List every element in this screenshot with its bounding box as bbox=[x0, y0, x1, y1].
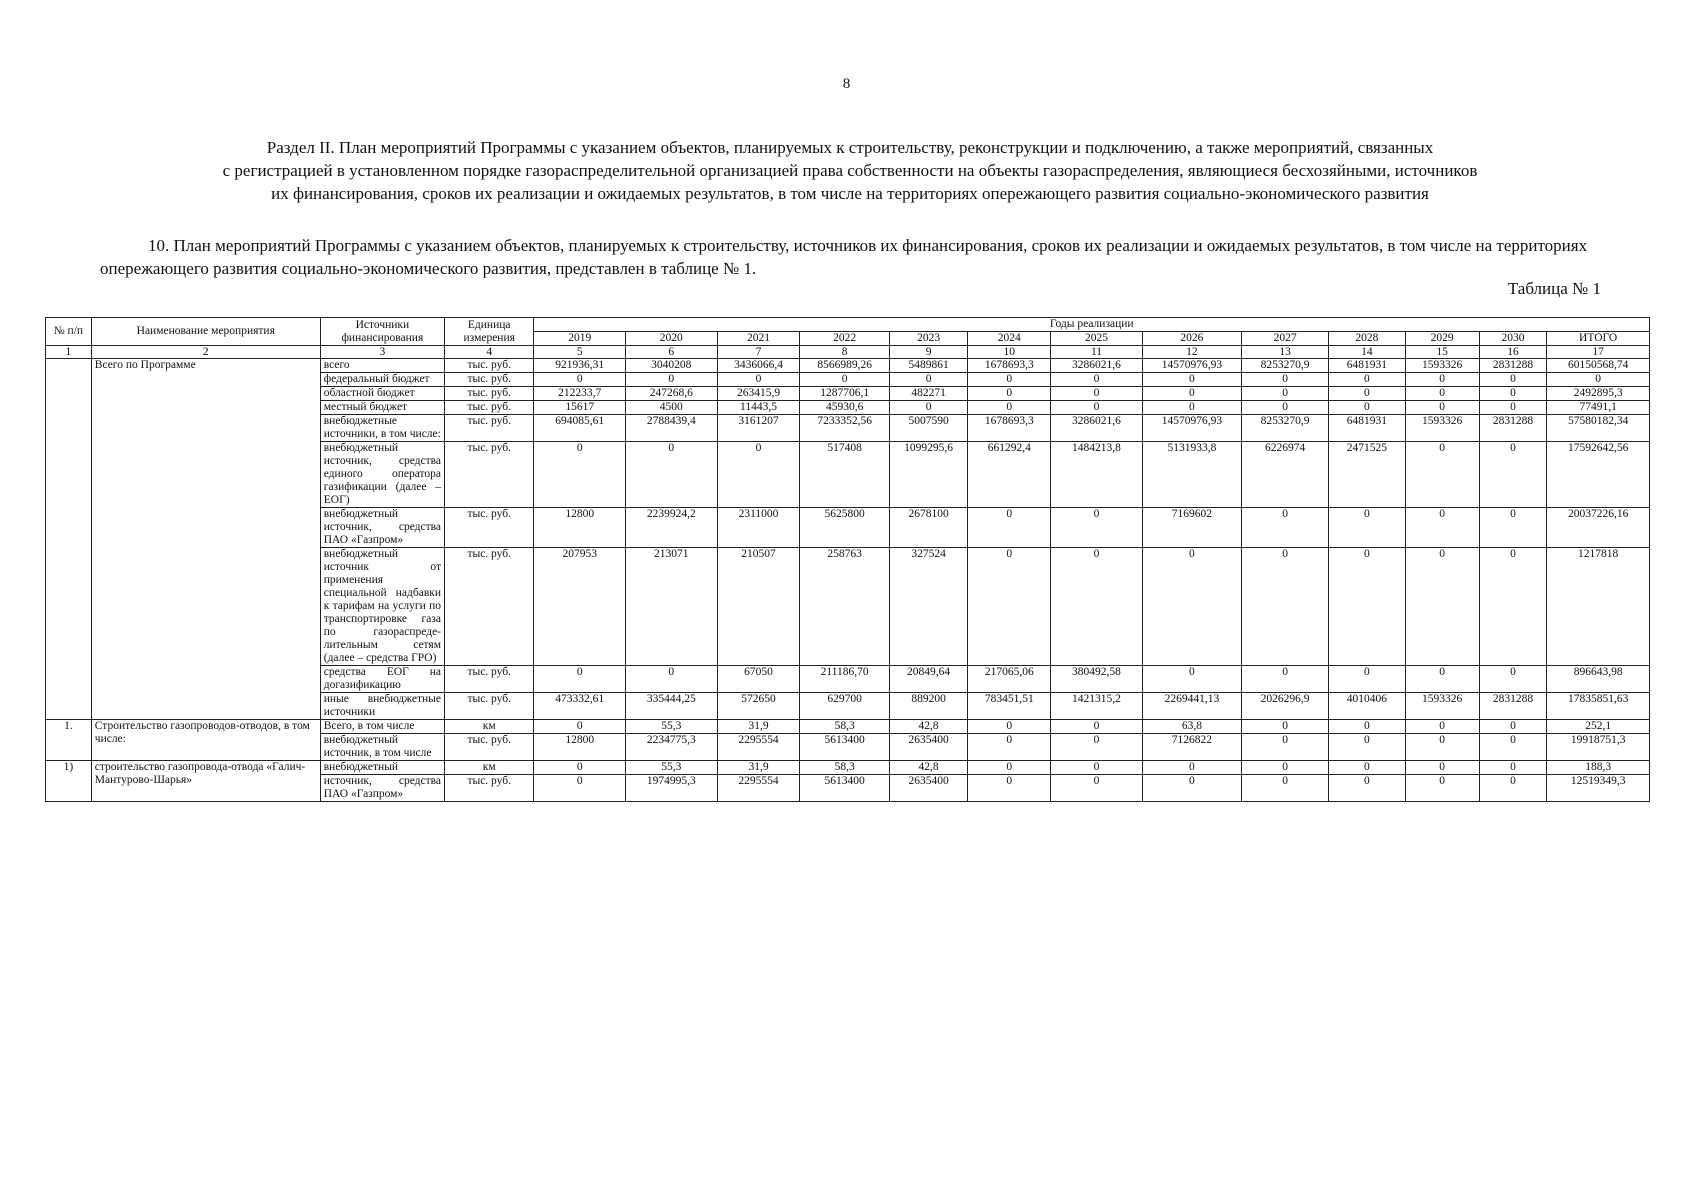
value-cell: 2295554 bbox=[717, 775, 800, 802]
unit: тыс. руб. bbox=[445, 775, 534, 802]
header-year: 2021 bbox=[717, 332, 800, 346]
value-cell: 17592642,56 bbox=[1547, 442, 1650, 508]
funding-source: внебюджетный источник, в том числе bbox=[320, 734, 444, 761]
funding-source: внебюджетный источник от применения специальной надбавки к тарифам на услуги по транспортировке газа по газораспреде-лительным сетям (далее – средства ГРО) bbox=[320, 548, 444, 666]
unit: тыс. руб. bbox=[445, 387, 534, 401]
value-cell: 0 bbox=[889, 401, 968, 415]
value-cell: 188,3 bbox=[1547, 761, 1650, 775]
value-cell: 6481931 bbox=[1329, 359, 1405, 373]
header-year: 2019 bbox=[534, 332, 626, 346]
value-cell: 0 bbox=[1405, 666, 1479, 693]
value-cell: 0 bbox=[1329, 761, 1405, 775]
value-cell: 0 bbox=[1405, 548, 1479, 666]
value-cell: 8253270,9 bbox=[1242, 415, 1329, 442]
value-cell: 58,3 bbox=[800, 720, 889, 734]
value-cell: 0 bbox=[1405, 720, 1479, 734]
funding-source: местный бюджет bbox=[320, 401, 444, 415]
value-cell: 2234775,3 bbox=[626, 734, 718, 761]
column-index: 5 bbox=[534, 346, 626, 359]
value-cell: 0 bbox=[534, 442, 626, 508]
value-cell: 0 bbox=[1242, 720, 1329, 734]
value-cell: 0 bbox=[1479, 401, 1547, 415]
value-cell: 0 bbox=[1242, 775, 1329, 802]
value-cell: 0 bbox=[1242, 666, 1329, 693]
value-cell: 0 bbox=[1142, 548, 1241, 666]
value-cell: 3286021,6 bbox=[1051, 359, 1143, 373]
page-number: 8 bbox=[842, 76, 851, 92]
column-index: 11 bbox=[1051, 346, 1143, 359]
value-cell: 0 bbox=[1142, 401, 1241, 415]
value-cell: 55,3 bbox=[626, 720, 718, 734]
column-index: 9 bbox=[889, 346, 968, 359]
value-cell: 3161207 bbox=[717, 415, 800, 442]
value-cell: 0 bbox=[1242, 508, 1329, 548]
value-cell: 5489861 bbox=[889, 359, 968, 373]
column-index-row bbox=[46, 346, 1650, 359]
value-cell: 0 bbox=[1242, 548, 1329, 666]
table-row bbox=[46, 359, 1650, 373]
value-cell: 4500 bbox=[626, 401, 718, 415]
funding-source: иные внебюджетные источники bbox=[320, 693, 444, 720]
funding-source: внебюджетные источники, в том числе: bbox=[320, 415, 444, 442]
unit: тыс. руб. bbox=[445, 508, 534, 548]
paragraph-10: 10. План мероприятий Программы с указанием объектов, планируемых к строительству, источников их финансирования, сроков их реализации и ожидаемых результатов, в том числе на территориях опережающего развития социально-экономического развития, представлен в таблице № 1. bbox=[100, 236, 1588, 278]
value-cell: 482271 bbox=[889, 387, 968, 401]
value-cell: 1593326 bbox=[1405, 693, 1479, 720]
value-cell: 517408 bbox=[800, 442, 889, 508]
value-cell: 213071 bbox=[626, 548, 718, 666]
value-cell: 0 bbox=[1405, 775, 1479, 802]
value-cell: 12800 bbox=[534, 508, 626, 548]
value-cell: 0 bbox=[1329, 401, 1405, 415]
value-cell: 1484213,8 bbox=[1051, 442, 1143, 508]
funding-source: федеральный бюджет bbox=[320, 373, 444, 387]
value-cell: 2635400 bbox=[889, 734, 968, 761]
value-cell: 0 bbox=[1051, 508, 1143, 548]
value-cell: 211186,70 bbox=[800, 666, 889, 693]
value-cell: 2239924,2 bbox=[626, 508, 718, 548]
funding-source: всего bbox=[320, 359, 444, 373]
value-cell: 217065,06 bbox=[968, 666, 1051, 693]
value-cell: 212233,7 bbox=[534, 387, 626, 401]
value-cell: 0 bbox=[626, 442, 718, 508]
value-cell: 0 bbox=[968, 720, 1051, 734]
value-cell: 2831288 bbox=[1479, 693, 1547, 720]
value-cell: 7126822 bbox=[1142, 734, 1241, 761]
value-cell: 629700 bbox=[800, 693, 889, 720]
value-cell: 0 bbox=[1051, 401, 1143, 415]
value-cell: 0 bbox=[1051, 761, 1143, 775]
value-cell: 0 bbox=[1142, 373, 1241, 387]
column-index: 13 bbox=[1242, 346, 1329, 359]
value-cell: 55,3 bbox=[626, 761, 718, 775]
value-cell: 0 bbox=[1242, 734, 1329, 761]
value-cell: 0 bbox=[1479, 373, 1547, 387]
value-cell: 19918751,3 bbox=[1547, 734, 1650, 761]
value-cell: 0 bbox=[534, 666, 626, 693]
heading-line: их финансирования, сроков их реализации и ожидаемых результатов, в том числе на территориях опережающего развития социально-экономического развития bbox=[271, 184, 1429, 203]
value-cell: 335444,25 bbox=[626, 693, 718, 720]
value-cell: 0 bbox=[1479, 720, 1547, 734]
value-cell: 1593326 bbox=[1405, 359, 1479, 373]
value-cell: 1678693,3 bbox=[968, 359, 1051, 373]
unit: тыс. руб. bbox=[445, 415, 534, 442]
value-cell: 258763 bbox=[800, 548, 889, 666]
value-cell: 12519349,3 bbox=[1547, 775, 1650, 802]
value-cell: 0 bbox=[1242, 387, 1329, 401]
value-cell: 1974995,3 bbox=[626, 775, 718, 802]
value-cell: 0 bbox=[717, 442, 800, 508]
value-cell: 694085,61 bbox=[534, 415, 626, 442]
funding-source: средства ЕОГ на догазификацию bbox=[320, 666, 444, 693]
column-index: 3 bbox=[320, 346, 444, 359]
value-cell: 20037226,16 bbox=[1547, 508, 1650, 548]
value-cell: 77491,1 bbox=[1547, 401, 1650, 415]
value-cell: 0 bbox=[1405, 373, 1479, 387]
column-index: 2 bbox=[91, 346, 320, 359]
unit: тыс. руб. bbox=[445, 442, 534, 508]
value-cell: 3286021,6 bbox=[1051, 415, 1143, 442]
value-cell: 0 bbox=[1405, 761, 1479, 775]
unit: тыс. руб. bbox=[445, 693, 534, 720]
value-cell: 1099295,6 bbox=[889, 442, 968, 508]
value-cell: 0 bbox=[534, 720, 626, 734]
value-cell: 17835851,63 bbox=[1547, 693, 1650, 720]
value-cell: 0 bbox=[1479, 508, 1547, 548]
value-cell: 0 bbox=[1479, 734, 1547, 761]
value-cell: 2471525 bbox=[1329, 442, 1405, 508]
value-cell: 2788439,4 bbox=[626, 415, 718, 442]
value-cell: 57580182,34 bbox=[1547, 415, 1650, 442]
row-number: 1) bbox=[46, 761, 92, 802]
table-container bbox=[45, 317, 1650, 802]
value-cell: 0 bbox=[968, 508, 1051, 548]
plan-table bbox=[45, 317, 1650, 802]
header-year: 2027 bbox=[1242, 332, 1329, 346]
value-cell: 0 bbox=[1242, 401, 1329, 415]
value-cell: 1421315,2 bbox=[1051, 693, 1143, 720]
value-cell: 0 bbox=[1479, 775, 1547, 802]
table-caption: Таблица № 1 bbox=[1507, 279, 1601, 298]
value-cell: 8253270,9 bbox=[1242, 359, 1329, 373]
value-cell: 263415,9 bbox=[717, 387, 800, 401]
funding-source: областной бюджет bbox=[320, 387, 444, 401]
value-cell: 0 bbox=[1051, 548, 1143, 666]
value-cell: 0 bbox=[800, 373, 889, 387]
column-index: 1 bbox=[46, 346, 92, 359]
header-unit: Единица измерения bbox=[445, 318, 534, 346]
value-cell: 5007590 bbox=[889, 415, 968, 442]
value-cell: 327524 bbox=[889, 548, 968, 666]
value-cell: 67050 bbox=[717, 666, 800, 693]
value-cell: 0 bbox=[1479, 548, 1547, 666]
value-cell: 0 bbox=[1329, 373, 1405, 387]
unit: тыс. руб. bbox=[445, 359, 534, 373]
value-cell: 0 bbox=[1142, 666, 1241, 693]
value-cell: 0 bbox=[1142, 387, 1241, 401]
value-cell: 0 bbox=[1405, 401, 1479, 415]
value-cell: 0 bbox=[1329, 720, 1405, 734]
value-cell: 5613400 bbox=[800, 775, 889, 802]
value-cell: 921936,31 bbox=[534, 359, 626, 373]
header-years-group: Годы реализации bbox=[534, 318, 1650, 332]
value-cell: 0 bbox=[1242, 761, 1329, 775]
value-cell: 0 bbox=[1329, 775, 1405, 802]
value-cell: 31,9 bbox=[717, 761, 800, 775]
header-num: № п/п bbox=[46, 318, 92, 346]
value-cell: 0 bbox=[1051, 373, 1143, 387]
value-cell: 380492,58 bbox=[1051, 666, 1143, 693]
header-year: 2028 bbox=[1329, 332, 1405, 346]
value-cell: 0 bbox=[1405, 387, 1479, 401]
value-cell: 783451,51 bbox=[968, 693, 1051, 720]
value-cell: 0 bbox=[1405, 734, 1479, 761]
column-index: 8 bbox=[800, 346, 889, 359]
value-cell: 0 bbox=[1051, 387, 1143, 401]
value-cell: 0 bbox=[968, 548, 1051, 666]
header-row bbox=[46, 318, 1650, 332]
column-index: 7 bbox=[717, 346, 800, 359]
value-cell: 0 bbox=[534, 373, 626, 387]
value-cell: 3436066,4 bbox=[717, 359, 800, 373]
value-cell: 0 bbox=[1142, 761, 1241, 775]
value-cell: 2295554 bbox=[717, 734, 800, 761]
header-year: ИТОГО bbox=[1547, 332, 1650, 346]
value-cell: 896643,98 bbox=[1547, 666, 1650, 693]
value-cell: 210507 bbox=[717, 548, 800, 666]
value-cell: 58,3 bbox=[800, 761, 889, 775]
funding-source: внебюджетный bbox=[320, 761, 444, 775]
unit: тыс. руб. bbox=[445, 373, 534, 387]
value-cell: 0 bbox=[968, 775, 1051, 802]
value-cell: 0 bbox=[534, 761, 626, 775]
value-cell: 7233352,56 bbox=[800, 415, 889, 442]
value-cell: 14570976,93 bbox=[1142, 415, 1241, 442]
value-cell: 0 bbox=[1547, 373, 1650, 387]
value-cell: 0 bbox=[1479, 666, 1547, 693]
header-year: 2025 bbox=[1051, 332, 1143, 346]
value-cell: 3040208 bbox=[626, 359, 718, 373]
funding-source: источник, средства ПАО «Газпром» bbox=[320, 775, 444, 802]
value-cell: 2269441,13 bbox=[1142, 693, 1241, 720]
value-cell: 1217818 bbox=[1547, 548, 1650, 666]
value-cell: 7169602 bbox=[1142, 508, 1241, 548]
value-cell: 6226974 bbox=[1242, 442, 1329, 508]
value-cell: 2831288 bbox=[1479, 415, 1547, 442]
value-cell: 1287706,1 bbox=[800, 387, 889, 401]
value-cell: 2026296,9 bbox=[1242, 693, 1329, 720]
funding-source: внебюджетный источник, средства ПАО «Газпром» bbox=[320, 508, 444, 548]
value-cell: 473332,61 bbox=[534, 693, 626, 720]
value-cell: 60150568,74 bbox=[1547, 359, 1650, 373]
value-cell: 252,1 bbox=[1547, 720, 1650, 734]
value-cell: 0 bbox=[1405, 508, 1479, 548]
value-cell: 0 bbox=[1329, 548, 1405, 666]
value-cell: 0 bbox=[968, 761, 1051, 775]
row-number bbox=[46, 359, 92, 720]
value-cell: 8566989,26 bbox=[800, 359, 889, 373]
funding-source: Всего, в том числе bbox=[320, 720, 444, 734]
value-cell: 42,8 bbox=[889, 761, 968, 775]
heading-line: Раздел II. План мероприятий Программы с указанием объектов, планируемых к строительству, реконструкции и подключению, а также мероприятий, связанных bbox=[266, 138, 1434, 157]
unit: тыс. руб. bbox=[445, 548, 534, 666]
value-cell: 0 bbox=[1142, 775, 1241, 802]
value-cell: 0 bbox=[534, 775, 626, 802]
value-cell: 4010406 bbox=[1329, 693, 1405, 720]
header-year: 2020 bbox=[626, 332, 718, 346]
value-cell: 1678693,3 bbox=[968, 415, 1051, 442]
value-cell: 42,8 bbox=[889, 720, 968, 734]
value-cell: 0 bbox=[1329, 666, 1405, 693]
value-cell: 45930,6 bbox=[800, 401, 889, 415]
value-cell: 0 bbox=[1242, 373, 1329, 387]
value-cell: 0 bbox=[626, 666, 718, 693]
table-row bbox=[46, 761, 1650, 775]
column-index: 10 bbox=[968, 346, 1051, 359]
column-index: 6 bbox=[626, 346, 718, 359]
value-cell: 0 bbox=[1405, 442, 1479, 508]
value-cell: 1593326 bbox=[1405, 415, 1479, 442]
header-year: 2023 bbox=[889, 332, 968, 346]
value-cell: 0 bbox=[717, 373, 800, 387]
value-cell: 0 bbox=[1329, 387, 1405, 401]
column-index: 4 bbox=[445, 346, 534, 359]
header-year: 2030 bbox=[1479, 332, 1547, 346]
value-cell: 31,9 bbox=[717, 720, 800, 734]
column-index: 12 bbox=[1142, 346, 1241, 359]
column-index: 14 bbox=[1329, 346, 1405, 359]
value-cell: 0 bbox=[968, 401, 1051, 415]
value-cell: 11443,5 bbox=[717, 401, 800, 415]
value-cell: 14570976,93 bbox=[1142, 359, 1241, 373]
value-cell: 63,8 bbox=[1142, 720, 1241, 734]
value-cell: 0 bbox=[1051, 720, 1143, 734]
value-cell: 0 bbox=[1479, 442, 1547, 508]
value-cell: 0 bbox=[1479, 387, 1547, 401]
unit: км bbox=[445, 761, 534, 775]
value-cell: 0 bbox=[1051, 734, 1143, 761]
value-cell: 5625800 bbox=[800, 508, 889, 548]
header-year: 2024 bbox=[968, 332, 1051, 346]
value-cell: 5613400 bbox=[800, 734, 889, 761]
header-name: Наименование мероприятия bbox=[91, 318, 320, 346]
column-index: 15 bbox=[1405, 346, 1479, 359]
value-cell: 20849,64 bbox=[889, 666, 968, 693]
header-year: 2022 bbox=[800, 332, 889, 346]
value-cell: 5131933,8 bbox=[1142, 442, 1241, 508]
value-cell: 207953 bbox=[534, 548, 626, 666]
value-cell: 0 bbox=[1051, 775, 1143, 802]
unit: тыс. руб. bbox=[445, 666, 534, 693]
activity-name: строительство газопровода-отвода «Галич-Мантурово-Шарья» bbox=[91, 761, 320, 802]
value-cell: 2678100 bbox=[889, 508, 968, 548]
value-cell: 0 bbox=[968, 373, 1051, 387]
value-cell: 889200 bbox=[889, 693, 968, 720]
value-cell: 6481931 bbox=[1329, 415, 1405, 442]
value-cell: 0 bbox=[626, 373, 718, 387]
value-cell: 572650 bbox=[717, 693, 800, 720]
value-cell: 0 bbox=[968, 734, 1051, 761]
unit: тыс. руб. bbox=[445, 401, 534, 415]
header-year: 2029 bbox=[1405, 332, 1479, 346]
value-cell: 2831288 bbox=[1479, 359, 1547, 373]
activity-name: Строительство газопроводов-отводов, в том числе: bbox=[91, 720, 320, 761]
unit: км bbox=[445, 720, 534, 734]
section-heading bbox=[100, 136, 1600, 205]
activity-name: Всего по Программе bbox=[91, 359, 320, 720]
header-source: Источники финансирования bbox=[320, 318, 444, 346]
column-index: 16 bbox=[1479, 346, 1547, 359]
row-number: 1. bbox=[46, 720, 92, 761]
value-cell: 661292,4 bbox=[968, 442, 1051, 508]
value-cell: 2492895,3 bbox=[1547, 387, 1650, 401]
value-cell: 15617 bbox=[534, 401, 626, 415]
header-year: 2026 bbox=[1142, 332, 1241, 346]
value-cell: 12800 bbox=[534, 734, 626, 761]
value-cell: 0 bbox=[1479, 761, 1547, 775]
funding-source: внебюджетный источник, средства единого оператора газификации (далее – ЕОГ) bbox=[320, 442, 444, 508]
value-cell: 2311000 bbox=[717, 508, 800, 548]
value-cell: 2635400 bbox=[889, 775, 968, 802]
value-cell: 0 bbox=[1329, 508, 1405, 548]
value-cell: 0 bbox=[968, 387, 1051, 401]
value-cell: 0 bbox=[1329, 734, 1405, 761]
value-cell: 247268,6 bbox=[626, 387, 718, 401]
heading-line: с регистрацией в установленном порядке газораспределительной организацией права собственности на объекты газораспределения, являющиеся бесхозяйными, источников bbox=[222, 161, 1478, 180]
table-row bbox=[46, 720, 1650, 734]
column-index: 17 bbox=[1547, 346, 1650, 359]
unit: тыс. руб. bbox=[445, 734, 534, 761]
value-cell: 0 bbox=[889, 373, 968, 387]
